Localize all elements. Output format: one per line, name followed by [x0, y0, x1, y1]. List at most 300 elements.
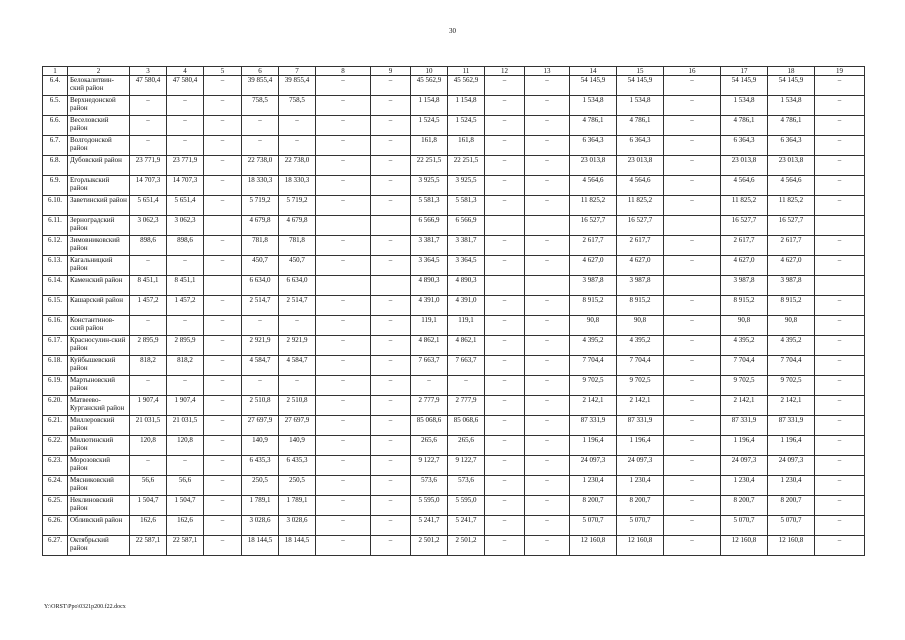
- value-cell: –: [525, 416, 570, 436]
- value-cell: 47 580,4: [130, 76, 167, 96]
- column-header: 18: [768, 67, 815, 76]
- column-header: 7: [279, 67, 316, 76]
- value-cell: –: [485, 256, 525, 276]
- value-cell: –: [525, 96, 570, 116]
- value-cell: 250,5: [279, 476, 316, 496]
- value-cell: 8 451,1: [167, 276, 204, 296]
- value-cell: 8 915,2: [721, 296, 768, 316]
- value-cell: 818,2: [167, 356, 204, 376]
- value-cell: 16 527,7: [617, 216, 664, 236]
- value-cell: [664, 216, 721, 236]
- value-cell: –: [316, 116, 371, 136]
- value-cell: 4 395,2: [721, 336, 768, 356]
- value-cell: –: [204, 296, 242, 316]
- table-row: [43, 476, 865, 496]
- value-cell: [664, 276, 721, 296]
- value-cell: [525, 276, 570, 296]
- value-cell: –: [316, 536, 371, 556]
- value-cell: –: [204, 356, 242, 376]
- value-cell: –: [525, 336, 570, 356]
- value-cell: –: [664, 116, 721, 136]
- value-cell: 54 145,9: [768, 76, 815, 96]
- value-cell: –: [371, 456, 411, 476]
- value-cell: –: [485, 436, 525, 456]
- value-cell: 4 584,7: [279, 356, 316, 376]
- value-cell: 5 719,2: [242, 196, 279, 216]
- value-cell: –: [316, 336, 371, 356]
- value-cell: 47 580,4: [167, 76, 204, 96]
- column-header: 1: [43, 67, 68, 76]
- value-cell: 3 987,8: [768, 276, 815, 296]
- value-cell: –: [371, 376, 411, 396]
- value-cell: 3 062,3: [130, 216, 167, 236]
- value-cell: 14 707,3: [130, 176, 167, 196]
- row-code-cell: 6.14.: [43, 276, 68, 296]
- value-cell: –: [316, 196, 371, 216]
- value-cell: 450,7: [242, 256, 279, 276]
- value-cell: –: [485, 236, 525, 256]
- value-cell: 9 702,5: [617, 376, 664, 396]
- value-cell: –: [485, 456, 525, 476]
- value-cell: –: [815, 296, 865, 316]
- value-cell: –: [371, 356, 411, 376]
- column-header: 4: [167, 67, 204, 76]
- value-cell: –: [316, 436, 371, 456]
- value-cell: –: [371, 296, 411, 316]
- value-cell: 54 145,9: [617, 76, 664, 96]
- value-cell: –: [664, 396, 721, 416]
- column-header: 16: [664, 67, 721, 76]
- value-cell: –: [485, 176, 525, 196]
- value-cell: –: [316, 256, 371, 276]
- value-cell: 23 771,9: [167, 156, 204, 176]
- value-cell: 3 987,8: [721, 276, 768, 296]
- row-code-cell: 6.15.: [43, 296, 68, 316]
- value-cell: –: [485, 316, 525, 336]
- row-code-cell: 6.7.: [43, 136, 68, 156]
- value-cell: –: [815, 456, 865, 476]
- value-cell: –: [664, 316, 721, 336]
- district-name-cell: Каменский район: [68, 276, 130, 296]
- value-cell: 4 627,0: [617, 256, 664, 276]
- value-cell: 27 697,9: [279, 416, 316, 436]
- value-cell: 2 510,8: [279, 396, 316, 416]
- value-cell: 22 738,0: [279, 156, 316, 176]
- value-cell: 8 200,7: [768, 496, 815, 516]
- value-cell: 3 062,3: [167, 216, 204, 236]
- table-row: [43, 296, 865, 316]
- value-cell: –: [525, 116, 570, 136]
- value-cell: 250,5: [242, 476, 279, 496]
- row-code-cell: 6.4.: [43, 76, 68, 96]
- district-name-cell: Миллеровский район: [68, 416, 130, 436]
- value-cell: [204, 276, 242, 296]
- value-cell: 2 142,1: [721, 396, 768, 416]
- budget-table: [42, 66, 865, 556]
- table-row: [43, 316, 865, 336]
- value-cell: 24 097,3: [617, 456, 664, 476]
- value-cell: –: [664, 476, 721, 496]
- row-code-cell: 6.13.: [43, 256, 68, 276]
- value-cell: 3 028,6: [242, 516, 279, 536]
- value-cell: 898,6: [167, 236, 204, 256]
- value-cell: 11 825,2: [617, 196, 664, 216]
- value-cell: 3 364,5: [411, 256, 448, 276]
- value-cell: 2 921,9: [279, 336, 316, 356]
- district-name-cell: Заветинский район: [68, 196, 130, 216]
- value-cell: –: [485, 376, 525, 396]
- value-cell: –: [204, 136, 242, 156]
- value-cell: 4 564,6: [617, 176, 664, 196]
- row-code-cell: 6.19.: [43, 376, 68, 396]
- value-cell: 4 862,1: [448, 336, 485, 356]
- table-row: [43, 136, 865, 156]
- column-header: 5: [204, 67, 242, 76]
- value-cell: –: [204, 416, 242, 436]
- value-cell: 90,8: [617, 316, 664, 336]
- value-cell: –: [204, 436, 242, 456]
- value-cell: 7 663,7: [411, 356, 448, 376]
- value-cell: –: [204, 476, 242, 496]
- value-cell: 4 564,6: [570, 176, 617, 196]
- value-cell: 4 564,6: [768, 176, 815, 196]
- value-cell: –: [371, 76, 411, 96]
- value-cell: –: [204, 96, 242, 116]
- value-cell: –: [485, 356, 525, 376]
- value-cell: 2 895,9: [167, 336, 204, 356]
- row-code-cell: 6.26.: [43, 516, 68, 536]
- value-cell: 5 651,4: [167, 196, 204, 216]
- value-cell: 1 907,4: [130, 396, 167, 416]
- district-name-cell: Волгодонской район: [68, 136, 130, 156]
- value-cell: 3 925,5: [411, 176, 448, 196]
- value-cell: –: [815, 436, 865, 456]
- value-cell: 2 617,7: [617, 236, 664, 256]
- value-cell: 4 564,6: [721, 176, 768, 196]
- row-code-cell: 6.9.: [43, 176, 68, 196]
- district-name-cell: Кагальницкий район: [68, 256, 130, 276]
- value-cell: 4 395,2: [617, 336, 664, 356]
- row-code-cell: 6.24.: [43, 476, 68, 496]
- value-cell: –: [242, 376, 279, 396]
- value-cell: 14 707,3: [167, 176, 204, 196]
- value-cell: 2 921,9: [242, 336, 279, 356]
- value-cell: 2 142,1: [768, 396, 815, 416]
- value-cell: –: [525, 496, 570, 516]
- value-cell: 18 330,3: [279, 176, 316, 196]
- value-cell: 4 679,8: [279, 216, 316, 236]
- district-name-cell: Мясниковский район: [68, 476, 130, 496]
- value-cell: 1 196,4: [570, 436, 617, 456]
- value-cell: 162,6: [167, 516, 204, 536]
- value-cell: 758,5: [279, 96, 316, 116]
- column-header: 13: [525, 67, 570, 76]
- value-cell: 1 230,4: [721, 476, 768, 496]
- value-cell: 21 031,5: [130, 416, 167, 436]
- value-cell: –: [371, 496, 411, 516]
- value-cell: –: [664, 416, 721, 436]
- district-name-cell: Морозовский район: [68, 456, 130, 476]
- table-row: [43, 156, 865, 176]
- value-cell: 140,9: [279, 436, 316, 456]
- value-cell: –: [316, 136, 371, 156]
- value-cell: –: [316, 476, 371, 496]
- value-cell: –: [664, 496, 721, 516]
- value-cell: –: [371, 536, 411, 556]
- value-cell: 22 251,5: [411, 156, 448, 176]
- value-cell: [815, 276, 865, 296]
- value-cell: 5 241,7: [411, 516, 448, 536]
- value-cell: –: [485, 396, 525, 416]
- district-name-cell: Зерноградский район: [68, 216, 130, 236]
- value-cell: 18 144,5: [242, 536, 279, 556]
- value-cell: 23 013,8: [721, 156, 768, 176]
- value-cell: 6 634,0: [242, 276, 279, 296]
- value-cell: 23 771,9: [130, 156, 167, 176]
- value-cell: 22 251,5: [448, 156, 485, 176]
- value-cell: –: [316, 396, 371, 416]
- value-cell: –: [815, 136, 865, 156]
- value-cell: –: [525, 376, 570, 396]
- value-cell: –: [525, 536, 570, 556]
- value-cell: –: [371, 236, 411, 256]
- page-number: 30: [449, 27, 456, 35]
- value-cell: 2 142,1: [617, 396, 664, 416]
- value-cell: –: [204, 196, 242, 216]
- value-cell: –: [664, 336, 721, 356]
- value-cell: –: [316, 376, 371, 396]
- value-cell: –: [664, 516, 721, 536]
- value-cell: –: [815, 496, 865, 516]
- value-cell: 16 527,7: [721, 216, 768, 236]
- value-cell: 4 395,2: [768, 336, 815, 356]
- value-cell: 265,6: [411, 436, 448, 456]
- value-cell: 24 097,3: [570, 456, 617, 476]
- value-cell: 2 142,1: [570, 396, 617, 416]
- value-cell: 1 504,7: [130, 496, 167, 516]
- value-cell: 7 663,7: [448, 356, 485, 376]
- value-cell: [485, 276, 525, 296]
- value-cell: –: [525, 76, 570, 96]
- value-cell: 161,8: [411, 136, 448, 156]
- value-cell: –: [664, 356, 721, 376]
- value-cell: –: [815, 376, 865, 396]
- value-cell: –: [525, 236, 570, 256]
- value-cell: –: [411, 376, 448, 396]
- value-cell: –: [242, 316, 279, 336]
- value-cell: 818,2: [130, 356, 167, 376]
- value-cell: –: [815, 196, 865, 216]
- value-cell: 4 786,1: [768, 116, 815, 136]
- value-cell: 9 122,7: [448, 456, 485, 476]
- row-code-cell: 6.22.: [43, 436, 68, 456]
- value-cell: 2 777,9: [411, 396, 448, 416]
- value-cell: 9 702,5: [768, 376, 815, 396]
- value-cell: 4 786,1: [570, 116, 617, 136]
- value-cell: 2 617,7: [570, 236, 617, 256]
- value-cell: –: [664, 236, 721, 256]
- value-cell: –: [167, 316, 204, 336]
- table-row: [43, 376, 865, 396]
- value-cell: 5 581,3: [411, 196, 448, 216]
- district-name-cell: Октябрьский район: [68, 536, 130, 556]
- row-code-cell: 6.27.: [43, 536, 68, 556]
- value-cell: –: [371, 196, 411, 216]
- value-cell: 2 777,9: [448, 396, 485, 416]
- table-row: [43, 336, 865, 356]
- value-cell: 1 789,1: [242, 496, 279, 516]
- table-row: [43, 516, 865, 536]
- value-cell: –: [316, 516, 371, 536]
- value-cell: 24 097,3: [721, 456, 768, 476]
- value-cell: –: [130, 256, 167, 276]
- column-header: 17: [721, 67, 768, 76]
- value-cell: –: [279, 376, 316, 396]
- value-cell: 3 028,6: [279, 516, 316, 536]
- value-cell: 1 230,4: [617, 476, 664, 496]
- value-cell: 140,9: [242, 436, 279, 456]
- value-cell: –: [204, 76, 242, 96]
- value-cell: 4 786,1: [617, 116, 664, 136]
- value-cell: 22 587,1: [130, 536, 167, 556]
- district-name-cell: Куйбышевский район: [68, 356, 130, 376]
- value-cell: 4 786,1: [721, 116, 768, 136]
- row-code-cell: 6.10.: [43, 196, 68, 216]
- value-cell: –: [316, 76, 371, 96]
- value-cell: 5 595,0: [448, 496, 485, 516]
- district-name-cell: Милютинский район: [68, 436, 130, 456]
- table-row: [43, 196, 865, 216]
- value-cell: 450,7: [279, 256, 316, 276]
- value-cell: –: [371, 476, 411, 496]
- value-cell: –: [242, 116, 279, 136]
- value-cell: –: [316, 416, 371, 436]
- value-cell: 8 451,1: [130, 276, 167, 296]
- value-cell: –: [130, 376, 167, 396]
- value-cell: –: [485, 156, 525, 176]
- value-cell: –: [815, 476, 865, 496]
- value-cell: –: [525, 476, 570, 496]
- value-cell: 90,8: [768, 316, 815, 336]
- value-cell: 2 514,7: [279, 296, 316, 316]
- value-cell: 5 070,7: [617, 516, 664, 536]
- value-cell: –: [815, 76, 865, 96]
- value-cell: –: [485, 496, 525, 516]
- value-cell: –: [664, 296, 721, 316]
- value-cell: –: [664, 76, 721, 96]
- value-cell: –: [525, 156, 570, 176]
- value-cell: –: [664, 536, 721, 556]
- value-cell: –: [279, 316, 316, 336]
- value-cell: 2 895,9: [130, 336, 167, 356]
- value-cell: 7 704,4: [617, 356, 664, 376]
- value-cell: 5 719,2: [279, 196, 316, 216]
- value-cell: –: [525, 296, 570, 316]
- value-cell: –: [664, 436, 721, 456]
- footer-file-path: Y:\ORST\Ppo\0321p200.f22.docx: [44, 604, 126, 610]
- value-cell: 7 704,4: [570, 356, 617, 376]
- value-cell: 3 381,7: [448, 236, 485, 256]
- value-cell: 2 617,7: [768, 236, 815, 256]
- value-cell: –: [167, 256, 204, 276]
- value-cell: –: [664, 136, 721, 156]
- table-row: [43, 496, 865, 516]
- value-cell: –: [371, 336, 411, 356]
- table-row: [43, 456, 865, 476]
- value-cell: –: [371, 396, 411, 416]
- district-name-cell: Веселовский район: [68, 116, 130, 136]
- value-cell: 6 364,3: [768, 136, 815, 156]
- value-cell: 12 160,8: [570, 536, 617, 556]
- value-cell: –: [130, 116, 167, 136]
- value-cell: –: [316, 96, 371, 116]
- value-cell: 4 627,0: [570, 256, 617, 276]
- value-cell: –: [815, 356, 865, 376]
- value-cell: 8 915,2: [617, 296, 664, 316]
- value-cell: 3 925,5: [448, 176, 485, 196]
- value-cell: 87 331,9: [768, 416, 815, 436]
- value-cell: –: [525, 196, 570, 216]
- table-row: [43, 116, 865, 136]
- value-cell: 1 230,4: [570, 476, 617, 496]
- row-code-cell: 6.12.: [43, 236, 68, 256]
- value-cell: 27 697,9: [242, 416, 279, 436]
- table-row: [43, 256, 865, 276]
- value-cell: [371, 216, 411, 236]
- value-cell: –: [815, 96, 865, 116]
- value-cell: –: [316, 356, 371, 376]
- row-code-cell: 6.16.: [43, 316, 68, 336]
- value-cell: 11 825,2: [570, 196, 617, 216]
- value-cell: –: [664, 376, 721, 396]
- value-cell: –: [204, 456, 242, 476]
- value-cell: –: [525, 136, 570, 156]
- column-header: 6: [242, 67, 279, 76]
- value-cell: 1 504,7: [167, 496, 204, 516]
- table-row: [43, 76, 865, 96]
- value-cell: [485, 216, 525, 236]
- value-cell: 12 160,8: [721, 536, 768, 556]
- value-cell: 1 789,1: [279, 496, 316, 516]
- district-name-cell: Неклиновский район: [68, 496, 130, 516]
- value-cell: –: [316, 156, 371, 176]
- value-cell: 5 581,3: [448, 196, 485, 216]
- value-cell: –: [316, 456, 371, 476]
- table-row: [43, 416, 865, 436]
- value-cell: [371, 276, 411, 296]
- value-cell: –: [204, 536, 242, 556]
- value-cell: –: [167, 136, 204, 156]
- value-cell: 6 566,9: [411, 216, 448, 236]
- value-cell: –: [204, 236, 242, 256]
- table-row: [43, 96, 865, 116]
- value-cell: 2 501,2: [411, 536, 448, 556]
- value-cell: –: [371, 116, 411, 136]
- value-cell: 5 651,4: [130, 196, 167, 216]
- value-cell: –: [242, 136, 279, 156]
- value-cell: 22 738,0: [242, 156, 279, 176]
- value-cell: 1 457,2: [130, 296, 167, 316]
- value-cell: –: [485, 116, 525, 136]
- district-name-cell: Верхнедонской район: [68, 96, 130, 116]
- value-cell: –: [316, 296, 371, 316]
- value-cell: 2 501,2: [448, 536, 485, 556]
- value-cell: 119,1: [448, 316, 485, 336]
- value-cell: –: [525, 436, 570, 456]
- value-cell: 119,1: [411, 316, 448, 336]
- value-cell: –: [664, 256, 721, 276]
- value-cell: –: [204, 496, 242, 516]
